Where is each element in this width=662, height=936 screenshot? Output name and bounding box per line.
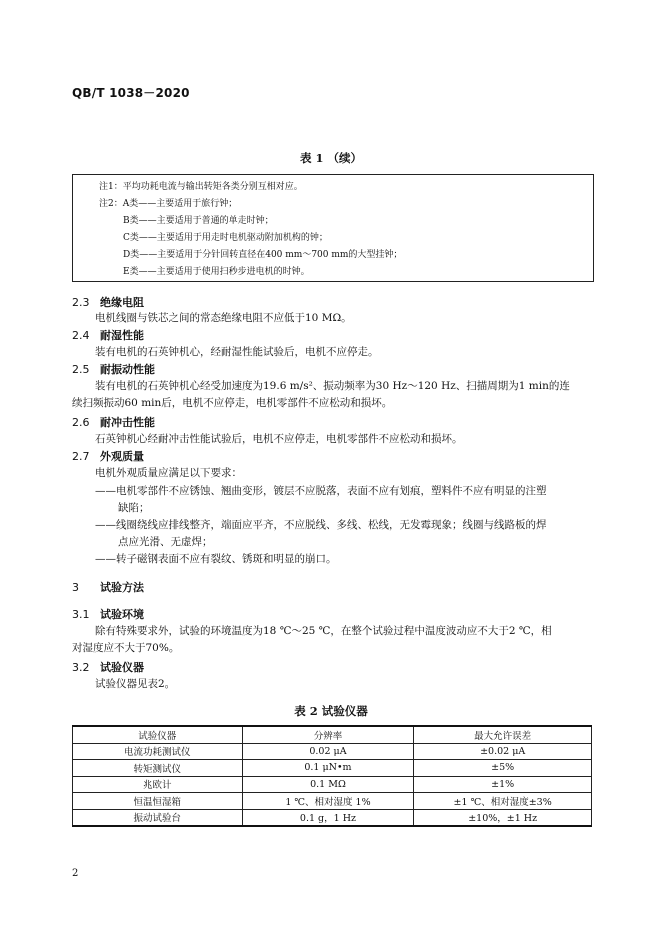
list-item-continuation: 点应光滑、无虚焊； [118, 536, 213, 548]
note-1: 注1：平均功耗电流与输出转矩各类分别互相对应。 [99, 182, 303, 192]
section-2-5-heading [72, 361, 155, 377]
page-number: 2 [72, 868, 79, 879]
section-2-6-heading [72, 414, 155, 430]
table-header-row [73, 726, 592, 743]
table-cell: ±5% [414, 760, 592, 777]
section-title: 耐湿性能 [100, 329, 144, 342]
note-class-b: B类——主要适用于普通的单走时钟； [123, 216, 274, 226]
column-header: 试验仪器 [73, 726, 243, 743]
table-row [73, 776, 592, 793]
section-number: 3 [72, 581, 79, 594]
table-row [73, 793, 592, 810]
section-3-1-line-1: 除有特殊要求外，试验的环境温度为18 ℃～25 ℃，在整个试验过程中温度波动应不大于2 ℃，相 [95, 625, 552, 637]
list-item-continuation: 缺陷； [118, 502, 150, 514]
note-class-c: C类——主要适用于用走时电机驱动附加机构的钟； [123, 233, 328, 243]
section-2-6-text: 石英钟机心经耐冲击性能试验后，电机不应停走，电机零部件不应松动和损坏。 [95, 433, 463, 445]
instrument-table [72, 725, 592, 827]
section-2-4-heading [72, 327, 144, 343]
table-cell: 电流功耗测试仪 [73, 743, 243, 760]
section-2-5-line-2: 续扫频振动60 min后，电机不应停走，电机零部件不应松动和损坏。 [72, 397, 393, 409]
list-item: ——电机零部件不应锈蚀、翘曲变形，镀层不应脱落，表面不应有划痕，塑料件不应有明显的注塑 [95, 485, 547, 497]
table-cell: 0.1 MΩ [242, 776, 414, 793]
section-2-7-intro: 电机外观质量应满足以下要求： [95, 467, 242, 479]
note-class-e: E类——主要适用于使用扫秒步进电机的时钟。 [123, 267, 310, 277]
section-2-3-heading [72, 294, 144, 310]
section-number: 2.6 [72, 416, 90, 429]
table-row [73, 743, 592, 760]
table-cell: 0.1 μN•m [242, 760, 414, 777]
section-3-1-line-2: 对湿度应不大于70%。 [72, 642, 180, 654]
note-class-d: D类——主要适用于分针回转直径在400 mm～700 mm的大型挂钟； [123, 250, 403, 260]
section-number: 2.7 [72, 450, 90, 463]
table-cell: 1 ℃、相对湿度 1% [242, 793, 414, 810]
section-title: 耐冲击性能 [100, 416, 155, 429]
section-3-2-heading [72, 659, 144, 675]
table-cell: ±1% [414, 776, 592, 793]
section-2-3-text: 电机线圈与铁芯之间的常态绝缘电阻不应低于10 MΩ。 [95, 312, 352, 324]
table-cell: 振动试验台 [73, 809, 243, 826]
section-title: 试验方法 [100, 581, 144, 594]
standard-code: QB/T 1038－2020 [72, 86, 190, 100]
section-title: 绝缘电阻 [100, 296, 144, 309]
table-cell: 转矩测试仪 [73, 760, 243, 777]
section-2-7-heading [72, 448, 144, 464]
section-number: 2.4 [72, 329, 90, 342]
list-item: ——线圈绕线应排线整齐，端面应平齐，不应脱线、多线、松线，无发霉现象；线圈与线路板的焊 [95, 519, 547, 531]
section-title: 耐振动性能 [100, 363, 155, 376]
table-row [73, 760, 592, 777]
list-item: ——转子磁钢表面不应有裂纹、锈斑和明显的崩口。 [95, 553, 337, 565]
table-cell: 0.1 g，1 Hz [242, 809, 414, 826]
section-3-1-heading [72, 606, 144, 622]
section-title: 试验仪器 [100, 661, 144, 674]
section-3-2-text: 试验仪器见表2。 [95, 678, 176, 690]
table-cell: 兆欧计 [73, 776, 243, 793]
note-2: 注2：A类——主要适用于旅行钟； [99, 199, 238, 209]
table-cell: ±1 ℃、相对湿度±3% [414, 793, 592, 810]
table-cell: 0.02 μA [242, 743, 414, 760]
table2-title: 表 2 试验仪器 [294, 704, 368, 718]
section-title: 外观质量 [100, 450, 144, 463]
section-2-5-line-1: 装有电机的石英钟机心经受加速度为19.6 m/s²、振动频率为30 Hz～120 Hz、扫描周期为1 min的连 [95, 380, 570, 392]
table-row [73, 809, 592, 826]
table1-title: 表 1 （续） [299, 151, 362, 165]
section-title: 试验环境 [100, 608, 144, 621]
table-cell: ±10%，±1 Hz [414, 809, 592, 826]
section-2-4-text: 装有电机的石英钟机心，经耐湿性能试验后，电机不应停走。 [95, 346, 379, 358]
column-header: 分辨率 [242, 726, 414, 743]
section-number: 3.2 [72, 661, 90, 674]
table-cell: 恒温恒湿箱 [73, 793, 243, 810]
section-number: 2.5 [72, 363, 90, 376]
table1-notes-box [72, 174, 594, 282]
section-number: 3.1 [72, 608, 90, 621]
column-header: 最大允许误差 [414, 726, 592, 743]
section-number: 2.3 [72, 296, 90, 309]
section-3-heading [72, 579, 144, 595]
table-cell: ±0.02 μA [414, 743, 592, 760]
